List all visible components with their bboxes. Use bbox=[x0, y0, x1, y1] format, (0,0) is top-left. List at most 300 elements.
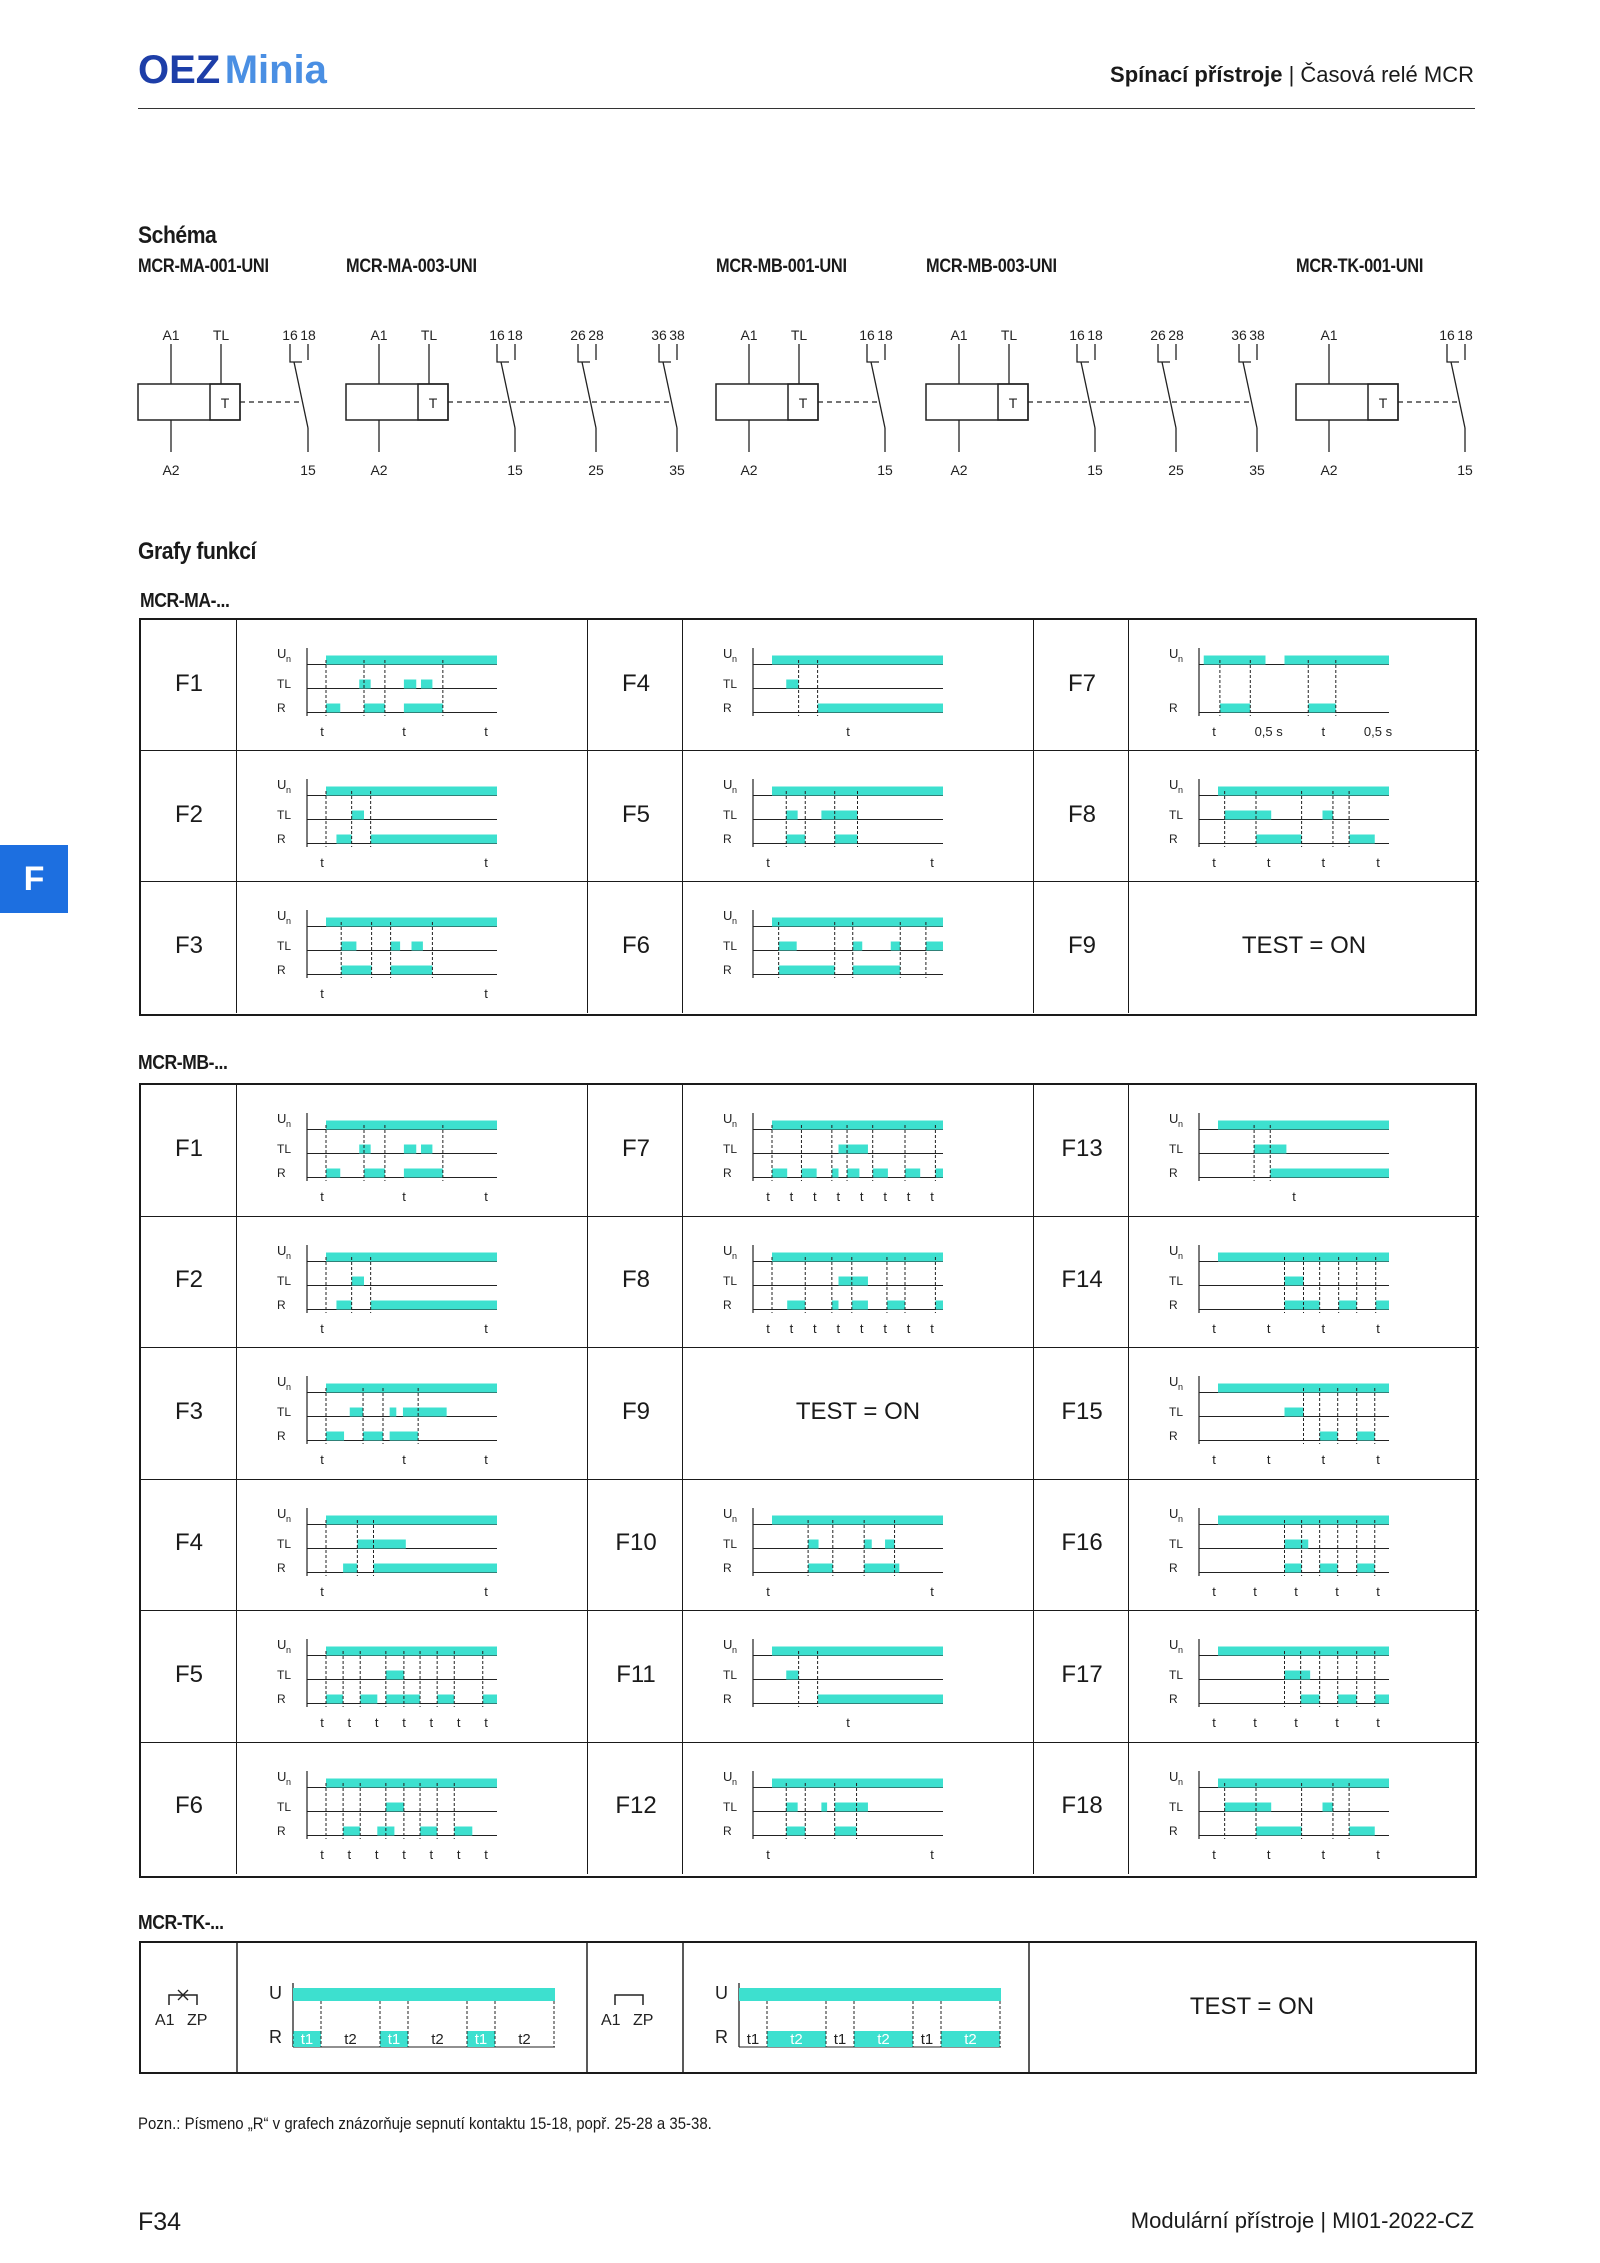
time-tick-label: t bbox=[1212, 1320, 1216, 1336]
function-code: F16 bbox=[1061, 1529, 1103, 1557]
schema-ma3-contact-label: 18 bbox=[507, 327, 523, 343]
function-label-cell bbox=[587, 882, 683, 1013]
mb-function-table bbox=[139, 1083, 1477, 1878]
trace-label-un-sub: n bbox=[1178, 1382, 1184, 1392]
function-label-cell bbox=[141, 751, 237, 882]
trace-label-un: U bbox=[277, 1768, 287, 1784]
r-bar bbox=[371, 835, 497, 844]
r-bar bbox=[818, 704, 943, 713]
tl-bar bbox=[421, 680, 432, 689]
schema-mb3-tl-label: TL bbox=[1000, 327, 1018, 343]
function-code: F5 bbox=[174, 1660, 203, 1688]
trace-label-un: U bbox=[1169, 1111, 1179, 1126]
r-bar bbox=[935, 1169, 943, 1178]
time-tick-label: t bbox=[484, 1715, 488, 1730]
r-bar bbox=[404, 1169, 443, 1178]
trace-label-r: R bbox=[723, 1692, 732, 1706]
schema-mb1-a1-label: A1 bbox=[740, 327, 758, 343]
tk-test-on: TEST = ON bbox=[1189, 1993, 1315, 2020]
time-tick-label: t bbox=[930, 1846, 934, 1862]
time-tick-label: t bbox=[930, 1320, 934, 1336]
function-label-cell bbox=[141, 1743, 237, 1875]
time-tick-label: t bbox=[402, 724, 406, 739]
time-tick-label: t bbox=[320, 986, 324, 1001]
schema-mb3-contact-label: 16 bbox=[1069, 327, 1085, 343]
r-bar bbox=[887, 1300, 905, 1309]
r-bar bbox=[1220, 704, 1250, 713]
function-label-cell bbox=[587, 1348, 683, 1480]
function-graph-cell bbox=[1129, 1348, 1479, 1480]
r-bar bbox=[1349, 1826, 1375, 1835]
function-code: F10 bbox=[615, 1529, 657, 1557]
header-breadcrumb bbox=[1110, 62, 1474, 88]
timing-diagram bbox=[683, 1743, 1033, 1875]
function-graph-cell bbox=[1129, 1085, 1479, 1217]
trace-label-tl: TL bbox=[1169, 808, 1184, 822]
r-bar bbox=[371, 1300, 497, 1309]
r-bar bbox=[786, 835, 805, 844]
un-bar bbox=[326, 656, 497, 665]
r-bar bbox=[326, 704, 340, 713]
schema-mb3-contact-label: 36 bbox=[1231, 327, 1247, 343]
model-label: MCR-TK-001-UNI bbox=[1296, 256, 1424, 277]
model-label: MCR-MB-003-UNI bbox=[926, 256, 1057, 277]
tl-bar bbox=[786, 680, 798, 689]
un-bar bbox=[772, 1515, 943, 1524]
time-tick-label: t bbox=[766, 855, 770, 870]
r-bar bbox=[343, 1563, 357, 1572]
time-tick-label: t bbox=[1321, 1846, 1326, 1862]
trace-label-un-sub: n bbox=[732, 1119, 738, 1129]
function-label-cell bbox=[141, 1348, 237, 1480]
schema-mb1-contact-label: 18 bbox=[877, 327, 893, 343]
time-tick-label: t bbox=[429, 1846, 434, 1862]
trace-label-un-sub: n bbox=[732, 1513, 738, 1524]
timing-diagram bbox=[1129, 1217, 1479, 1349]
tl-bar bbox=[386, 1671, 404, 1680]
time-tick-label: t bbox=[484, 1846, 488, 1862]
tk-left-pulse-label: t2 bbox=[344, 2031, 357, 2048]
function-graph-cell bbox=[237, 1217, 587, 1349]
trace-label-r: R bbox=[1169, 1560, 1178, 1575]
trace-label-un-sub: n bbox=[1178, 1645, 1184, 1655]
r-bar bbox=[847, 1169, 859, 1178]
function-graph-cell bbox=[237, 1743, 587, 1875]
footer-right-text: MI01-2022-CZ bbox=[1332, 2208, 1474, 2233]
function-code: F7 bbox=[621, 1134, 650, 1162]
function-code: F9 bbox=[621, 1397, 650, 1425]
un-bar bbox=[1218, 1778, 1389, 1787]
un-bar bbox=[1218, 1515, 1389, 1524]
timing-diagram bbox=[1129, 620, 1479, 751]
schema-tk1-contact-label: 18 bbox=[1457, 327, 1473, 343]
tl-bar bbox=[404, 680, 416, 689]
r-bar bbox=[808, 1563, 833, 1572]
tk-left-u-label: U bbox=[269, 1983, 282, 2003]
r-bar bbox=[326, 1432, 344, 1441]
time-tick-label: t bbox=[320, 1452, 324, 1467]
schema-mb3-contact-nc bbox=[1158, 344, 1170, 362]
trace-label-un: U bbox=[277, 1374, 287, 1389]
time-tick-label: t bbox=[429, 1715, 434, 1730]
time-tick-label: t bbox=[402, 1715, 406, 1730]
trace-label-tl: TL bbox=[723, 808, 738, 822]
timing-diagram bbox=[1129, 751, 1479, 882]
r-bar bbox=[832, 1300, 839, 1309]
tl-bar bbox=[839, 1276, 868, 1285]
time-tick-label: t bbox=[320, 1846, 324, 1862]
function-label-cell bbox=[141, 620, 237, 751]
time-tick-label: t bbox=[846, 724, 850, 739]
schema-ma3-timer-label: T bbox=[428, 395, 438, 411]
timing-diagram bbox=[683, 751, 1033, 882]
timing-diagram bbox=[1129, 1611, 1479, 1743]
time-tick-label: t bbox=[402, 1452, 406, 1467]
tl-bar bbox=[1323, 811, 1333, 820]
ma-title: MCR-MA-... bbox=[140, 590, 230, 612]
r-bar bbox=[786, 1826, 805, 1835]
time-tick-label: t bbox=[930, 1189, 934, 1204]
trace-label-tl: TL bbox=[277, 808, 292, 822]
schema-ma1-contact-label: 15 bbox=[300, 462, 316, 478]
trace-label-r: R bbox=[723, 1823, 732, 1838]
function-code: F3 bbox=[174, 1397, 203, 1425]
time-tick-label: t bbox=[766, 1583, 770, 1599]
trace-label-un-sub: n bbox=[286, 1250, 292, 1261]
time-tick-label: t bbox=[1212, 1583, 1216, 1599]
r-bar bbox=[343, 1826, 360, 1835]
time-tick-label: t bbox=[347, 1715, 352, 1730]
r-bar bbox=[341, 966, 371, 975]
un-bar bbox=[1218, 787, 1389, 796]
r-bar bbox=[437, 1695, 454, 1704]
trace-label-un: U bbox=[277, 908, 287, 923]
function-code: F2 bbox=[174, 1266, 203, 1294]
schema-tk1-contact-label: 16 bbox=[1439, 327, 1455, 343]
r-bar bbox=[336, 835, 351, 844]
trace-label-r: R bbox=[277, 1166, 286, 1180]
schema-ma1-contact-nc bbox=[290, 344, 302, 362]
trace-label-r: R bbox=[277, 963, 286, 977]
schema-ma3-tl-label: TL bbox=[420, 327, 438, 343]
trace-label-tl: TL bbox=[277, 1273, 292, 1288]
un-bar bbox=[1218, 1121, 1389, 1130]
time-tick-label: t bbox=[813, 1320, 817, 1336]
tl-bar bbox=[386, 1802, 404, 1811]
trace-label-un-sub: n bbox=[286, 654, 292, 664]
trace-label-r: R bbox=[723, 963, 732, 977]
function-code: F8 bbox=[1067, 800, 1096, 828]
time-tick-label: t bbox=[484, 986, 488, 1001]
product-name: Minia bbox=[224, 48, 327, 92]
tl-bar bbox=[864, 1539, 872, 1548]
function-graph-cell bbox=[237, 620, 587, 751]
schema-ma1-a2-label: A2 bbox=[162, 462, 180, 478]
r-bar bbox=[1256, 1826, 1302, 1835]
function-label-cell bbox=[1033, 1348, 1129, 1480]
function-graph-cell bbox=[237, 1611, 587, 1743]
tl-bar bbox=[403, 1408, 447, 1417]
trace-label-tl: TL bbox=[723, 1273, 738, 1288]
trace-label-un-sub: n bbox=[1178, 654, 1184, 664]
timing-diagram bbox=[1129, 1743, 1479, 1875]
schema-tk1-contact-nc bbox=[1447, 344, 1459, 362]
trace-label-tl: TL bbox=[1169, 1799, 1184, 1814]
r-bar bbox=[787, 1300, 805, 1309]
function-code: F6 bbox=[174, 1792, 203, 1820]
function-label-cell bbox=[587, 751, 683, 882]
r-bar bbox=[1285, 1563, 1302, 1572]
schema-mb1-contact-label: 15 bbox=[877, 462, 893, 478]
trace-label-tl: TL bbox=[277, 677, 292, 691]
tl-bar bbox=[390, 1408, 397, 1417]
time-tick-label: t bbox=[484, 724, 488, 739]
trace-label-r: R bbox=[277, 1429, 286, 1443]
time-tick-label: t bbox=[1376, 855, 1380, 870]
un-bar bbox=[326, 1384, 497, 1393]
function-code: F3 bbox=[174, 931, 203, 959]
time-tick-label: t bbox=[789, 1320, 794, 1336]
tk-right-pulse-label: t1 bbox=[833, 2031, 847, 2048]
schema-ma3-contact-label: 16 bbox=[489, 327, 505, 343]
trace-label-r: R bbox=[723, 832, 732, 846]
trace-label-un: U bbox=[277, 646, 287, 661]
r-bar bbox=[935, 1300, 943, 1309]
trace-label-un: U bbox=[723, 1505, 733, 1521]
un-bar bbox=[326, 1121, 497, 1130]
trace-label-tl: TL bbox=[723, 677, 738, 691]
wiring-schema bbox=[0, 310, 1600, 570]
tk-left-a1: A1 bbox=[155, 2012, 175, 2029]
schema-mb1-contact-nc bbox=[867, 344, 879, 362]
function-graph-cell bbox=[683, 620, 1033, 751]
schema-mb1-contact-label: 16 bbox=[859, 327, 875, 343]
time-tick-label: t bbox=[1376, 1846, 1380, 1862]
schema-tk1-timer-label: T bbox=[1378, 395, 1388, 411]
function-label-cell bbox=[1033, 620, 1129, 751]
tl-bar bbox=[786, 811, 797, 820]
footnote: Pozn.: Písmeno „R“ v grafech znázorňuje sepnutí kontaktu 15-18, popř. 25-28 a 35-38. bbox=[138, 2114, 712, 2133]
tk-left-r-label: R bbox=[269, 2027, 282, 2047]
schema-ma3-contact-label: 15 bbox=[507, 462, 523, 478]
trace-label-un: U bbox=[1169, 1768, 1179, 1784]
function-label-cell bbox=[141, 1480, 237, 1612]
tl-bar bbox=[359, 680, 370, 689]
time-tick-label: t bbox=[320, 1583, 324, 1599]
r-bar bbox=[873, 1169, 888, 1178]
trace-label-r: R bbox=[1169, 1823, 1178, 1838]
tk-title: MCR-TK-... bbox=[138, 1912, 224, 1934]
tk-left-pulse-label: t1 bbox=[474, 2031, 488, 2048]
footer-left-text: Modulární přístroje bbox=[1130, 2208, 1315, 2233]
footer-separator: | bbox=[1320, 2208, 1333, 2233]
schema-mb3-contact-label: 38 bbox=[1249, 327, 1265, 343]
tl-bar bbox=[421, 1145, 432, 1154]
function-label-cell bbox=[587, 1480, 683, 1612]
function-code: F18 bbox=[1061, 1792, 1103, 1820]
function-label-cell bbox=[587, 620, 683, 751]
schema-mb3-contact-label: 25 bbox=[1168, 462, 1184, 478]
schema-ma3-contact-label: 25 bbox=[588, 462, 604, 478]
trace-label-un: U bbox=[723, 1768, 733, 1784]
un-bar bbox=[326, 1515, 497, 1524]
schema-ma3-contact-label: 28 bbox=[588, 327, 604, 343]
tl-bar bbox=[1225, 1802, 1272, 1811]
header-rule bbox=[138, 108, 1475, 109]
trace-label-un-sub: n bbox=[286, 1776, 292, 1787]
r-bar bbox=[835, 1826, 857, 1835]
tl-bar bbox=[1285, 1276, 1304, 1285]
r-bar bbox=[364, 704, 385, 713]
r-bar bbox=[779, 966, 835, 975]
time-tick-label: t bbox=[1212, 855, 1216, 870]
schema-mb3-a2-label: A2 bbox=[950, 462, 968, 478]
tk-right-pulse-label: t1 bbox=[746, 2031, 760, 2048]
function-code: F1 bbox=[174, 669, 203, 697]
trace-label-tl: TL bbox=[723, 1668, 738, 1682]
time-tick-label: t bbox=[766, 1846, 770, 1862]
trace-label-un: U bbox=[723, 1637, 733, 1652]
trace-label-tl: TL bbox=[723, 939, 738, 953]
time-tick-label: t bbox=[1335, 1715, 1339, 1730]
function-graph-cell bbox=[683, 1743, 1033, 1875]
schema-ma3-contact-blade bbox=[501, 362, 515, 428]
trace-label-un-sub: n bbox=[1178, 1776, 1184, 1787]
schema-mb1-timer-label: T bbox=[798, 395, 808, 411]
schema-ma1-tl-label: TL bbox=[212, 327, 230, 343]
trace-label-r: R bbox=[1169, 1692, 1178, 1706]
schema-mb3-a1-label: A1 bbox=[950, 327, 968, 343]
schema-title: Schéma bbox=[138, 222, 217, 249]
trace-label-r: R bbox=[723, 1297, 732, 1312]
tl-bar bbox=[891, 942, 901, 951]
time-tick-label: t bbox=[1294, 1715, 1298, 1730]
time-tick-label: t bbox=[402, 1189, 406, 1204]
trace-label-r: R bbox=[1169, 701, 1178, 715]
time-tick-label: t bbox=[930, 1583, 934, 1599]
un-bar bbox=[772, 656, 943, 665]
trace-label-un-sub: n bbox=[1178, 785, 1184, 795]
function-graph-cell bbox=[683, 1348, 1033, 1480]
trace-label-r: R bbox=[723, 701, 732, 715]
trace-label-un: U bbox=[723, 1111, 733, 1126]
r-bar bbox=[864, 1563, 899, 1572]
timing-diagram bbox=[237, 1348, 587, 1480]
trace-label-un-sub: n bbox=[286, 1119, 292, 1129]
time-tick-label: t bbox=[1253, 1715, 1257, 1730]
tl-bar bbox=[808, 1539, 818, 1548]
trace-label-r: R bbox=[1169, 1429, 1178, 1443]
trace-label-tl: TL bbox=[723, 1142, 738, 1156]
function-graph-cell bbox=[237, 751, 587, 882]
time-tick-label: t bbox=[484, 855, 488, 870]
un-bar bbox=[1218, 1647, 1389, 1656]
tk-right-pulse-label: t1 bbox=[920, 2031, 934, 2048]
function-graph-cell bbox=[237, 1348, 587, 1480]
function-code: F14 bbox=[1061, 1266, 1103, 1294]
trace-label-un-sub: n bbox=[732, 916, 738, 926]
header-category: Spínací přístroje bbox=[1110, 62, 1283, 87]
time-tick-label: t bbox=[456, 1846, 461, 1862]
header-separator: | bbox=[1288, 62, 1301, 87]
r-bar bbox=[852, 1300, 868, 1309]
r-bar bbox=[1376, 1300, 1389, 1309]
function-label-cell bbox=[141, 882, 237, 1013]
trace-label-r: R bbox=[1169, 1166, 1178, 1180]
trace-label-un-sub: n bbox=[286, 785, 292, 795]
tk-right-pulse-label: t2 bbox=[877, 2031, 890, 2048]
time-tick-label: t bbox=[1335, 1583, 1339, 1599]
trace-label-r: R bbox=[1169, 832, 1178, 846]
function-label-cell bbox=[1033, 1743, 1129, 1875]
tk-left-pulse-label: t1 bbox=[300, 2031, 314, 2048]
tk-left-pulse-label: t2 bbox=[431, 2031, 444, 2048]
r-bar bbox=[1256, 835, 1302, 844]
trace-label-un: U bbox=[723, 777, 733, 792]
time-tick-label: t bbox=[1212, 724, 1216, 739]
tl-bar bbox=[1225, 811, 1272, 820]
time-tick-label: t bbox=[1376, 1583, 1380, 1599]
trace-label-un-sub: n bbox=[732, 654, 738, 664]
r-bar bbox=[364, 1169, 385, 1178]
test-on-label: TEST = ON bbox=[795, 1397, 921, 1425]
r-bar bbox=[832, 1169, 839, 1178]
function-graph-cell bbox=[1129, 1611, 1479, 1743]
schema-ma3-contact-nc bbox=[497, 344, 509, 362]
function-code: F4 bbox=[174, 1529, 203, 1557]
function-code: F6 bbox=[621, 931, 650, 959]
trace-label-un: U bbox=[1169, 1374, 1179, 1389]
time-tick-label: t bbox=[846, 1715, 850, 1730]
function-label-cell bbox=[1033, 1611, 1129, 1743]
time-tick-label: t bbox=[484, 1320, 488, 1336]
trace-label-tl: TL bbox=[1169, 1273, 1184, 1288]
tk-right-pulse-label: t2 bbox=[964, 2031, 977, 2048]
function-code: F17 bbox=[1061, 1660, 1103, 1688]
trace-label-un-sub: n bbox=[286, 1645, 292, 1655]
graphs-title: Grafy funkcí bbox=[138, 538, 256, 565]
function-label-cell bbox=[587, 1085, 683, 1217]
trace-label-tl: TL bbox=[277, 1405, 292, 1419]
timing-diagram bbox=[237, 1217, 587, 1349]
function-label-cell bbox=[1033, 882, 1129, 1013]
tl-bar bbox=[1323, 1802, 1333, 1811]
time-tick-label: t bbox=[320, 1189, 324, 1204]
time-tick-label: t bbox=[813, 1189, 817, 1204]
trace-label-tl: TL bbox=[1169, 1668, 1184, 1682]
trace-label-r: R bbox=[723, 1560, 732, 1575]
schema-mb1-a2-label: A2 bbox=[740, 462, 758, 478]
function-code: F4 bbox=[621, 669, 650, 697]
trace-label-tl: TL bbox=[277, 1799, 292, 1814]
function-graph-cell bbox=[1129, 751, 1479, 882]
r-bar bbox=[1320, 1432, 1338, 1441]
model-label: MCR-MB-001-UNI bbox=[716, 256, 847, 277]
tk-right-u-label: U bbox=[715, 1983, 728, 2003]
function-graph-cell bbox=[1129, 620, 1479, 751]
trace-label-un: U bbox=[723, 646, 733, 661]
function-label-cell bbox=[587, 1611, 683, 1743]
function-graph-cell bbox=[1129, 1480, 1479, 1612]
un-bar bbox=[772, 1647, 943, 1656]
time-tick-label: t bbox=[1266, 855, 1271, 870]
time-tick-label: t bbox=[484, 1189, 488, 1204]
time-tick-label: t bbox=[859, 1320, 864, 1336]
time-tick-label: t bbox=[1212, 1846, 1216, 1862]
time-tick-label: t bbox=[1376, 1452, 1380, 1467]
trace-label-un: U bbox=[277, 1111, 287, 1126]
tl-bar bbox=[853, 942, 863, 951]
